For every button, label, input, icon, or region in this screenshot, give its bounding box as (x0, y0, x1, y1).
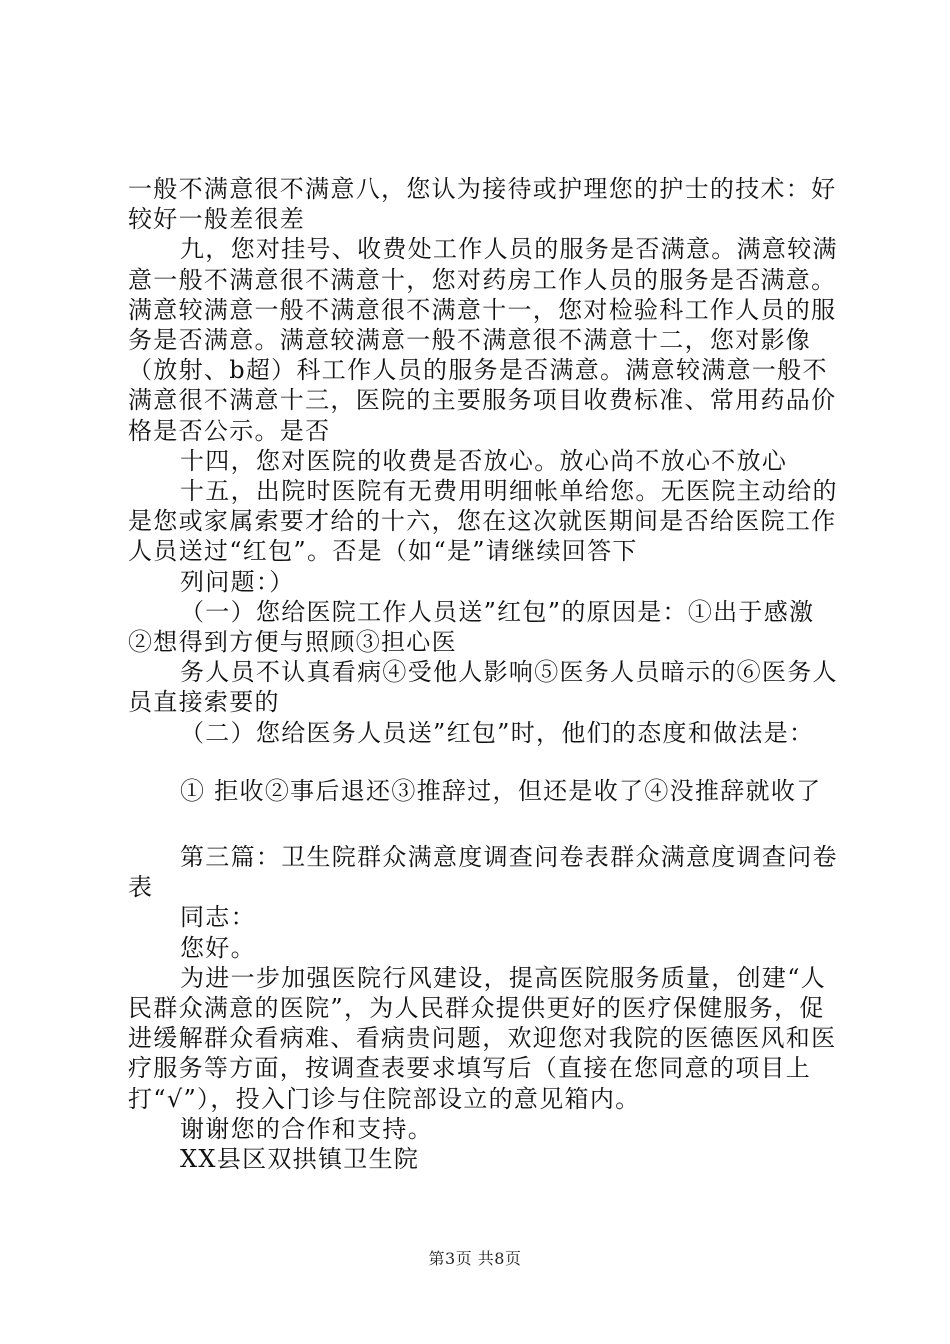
document-body (128, 174, 838, 1174)
paragraph-intro: 为进一步加强医院行风建设，提高医院服务质量，创建“人民群众满意的医院”，为人民群众提供更好的医疗保健服务，促进缓解群众看病难、看病贵问题，欢迎您对我院的医德医风和医疗服务等方面，按调查表要求填写后（直接在您同意的项目上打“√”），投入门诊与住院部设立的意见箱内。 (128, 963, 837, 1113)
signature-organization: XX县区双拱镇卫生院 (180, 1145, 420, 1174)
paragraph-q7-q8: 一般不满意很不满意八，您认为接待或护理您的护士的技术：好较好一般差很差 (128, 175, 837, 234)
paragraph-sub-question-2: （二）您给医务人员送”红包”时，他们的态度和做法是： (180, 718, 815, 747)
paragraph-q14: 十四，您对医院的收费是否放心。放心尚不放心不放心 (180, 446, 788, 475)
paragraph-q9-q13: 九，您对挂号、收费处工作人员的服务是否满意。满意较满意一般不满意很不满意十，您对药房工作人员的服务是否满意。满意较满意一般不满意很不满意十一，您对检验科工作人员的服务是否满意。满意较满意一般不满意很不满意十二，您对影像（放射、b超）科工作人员的服务是否满意。满意较满意一般不满意很不满意十三，医院的主要服务项目收费标准、常用药品价格是否公示。是否 (128, 235, 838, 445)
paragraph-q15-q16: 十五，出院时医院有无费用明细帐单给您。无医院主动给的是您或家属索要才给的十六，您在这次就医期间是否给医院工作人员送过“红包”。否是（如“是”请继续回答下 (128, 477, 838, 566)
paragraph-sub-question-1: （一）您给医院工作人员送”红包”的原因是：①出于感激②想得到方便与照顾③担心医 (128, 597, 815, 657)
page-number: 第3页 共8页 (428, 1249, 522, 1268)
paragraph-thanks: 谢谢您的合作和支持。 (180, 1114, 433, 1143)
salutation: 同志： (180, 903, 256, 932)
greeting: 您好。 (180, 933, 256, 962)
paragraph-sub-question-1-continued: 务人员不认真看病④受他人影响⑤医务人员暗示的⑥医务人员直接索要的 (128, 658, 838, 717)
section-heading: 第三篇：卫生院群众满意度调查问卷表群众满意度调查问卷表 (128, 843, 838, 902)
paragraph-sub-question-2-options: ① 拒收②事后退还③推辞过，但还是收了④没推辞就收了 (180, 776, 822, 805)
paragraph-q16-continued: 列问题：） (180, 567, 295, 596)
